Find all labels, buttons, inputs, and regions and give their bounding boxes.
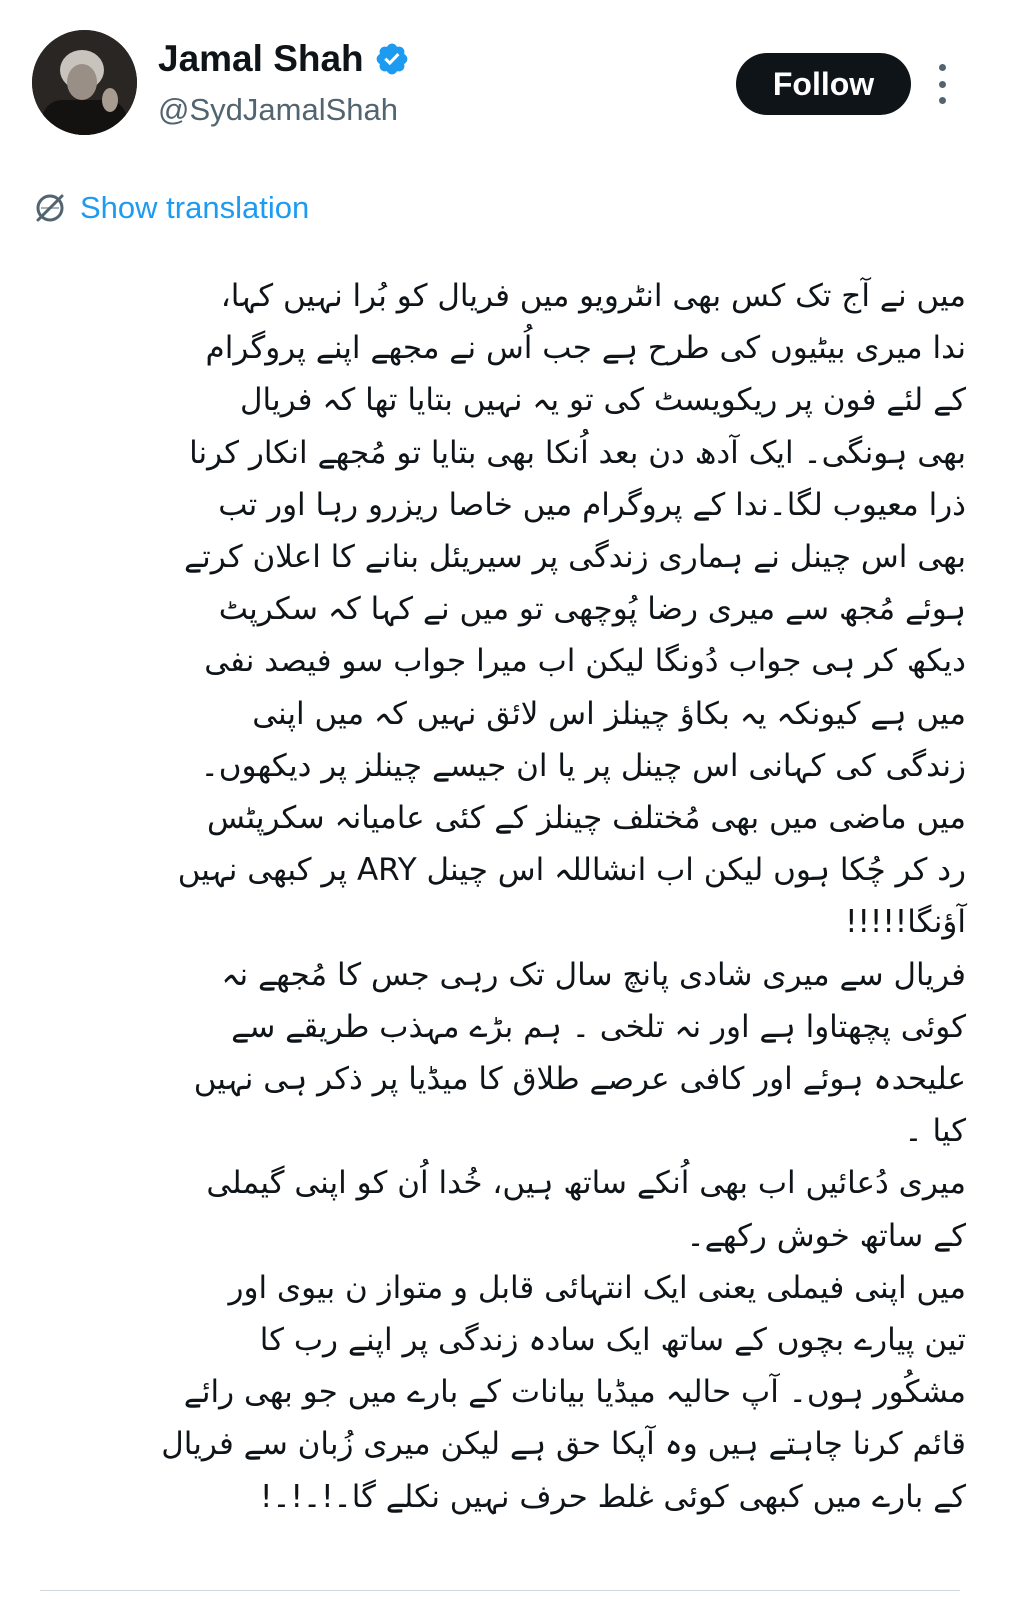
- tweet-line: بھی اس چینل نے ہماری زندگی پر سیریئل بنانے کا اعلان کرتے: [183, 539, 966, 576]
- tweet-line: میں اپنی فیملی یعنی ایک انتہائی قابل و متواز ن بیوی اور: [228, 1269, 966, 1306]
- tweet-line: کیا ۔: [904, 1113, 966, 1150]
- show-translation-label: Show translation: [80, 190, 310, 225]
- display-name[interactable]: Jamal Shah: [158, 38, 364, 79]
- tweet-line: ذرا معیوب لگا۔ندا کے پروگرام میں خاصا ریزرو رہا اور تب: [218, 486, 966, 523]
- globe-icon: [32, 190, 68, 226]
- tweet-line: مشکُور ہوں۔ آپ حالیہ میڈیا بیانات کے بارے میں جو بھی رائے: [183, 1374, 966, 1411]
- tweet-line: کے ساتھ خوش رکھے۔: [686, 1217, 966, 1254]
- tweet-line: کوئی پچھتاوا ہے اور نہ تلخی ۔ ہم بڑے مہذب طریقے سے: [231, 1008, 966, 1045]
- tweet-line: کے بارے میں کبھی کوئی غلط حرف نہیں نکلے گا۔!۔!۔!: [259, 1478, 966, 1515]
- tweet-line: میں ہے کیونکہ یہ بکاؤ چینلز اس لائق نہیں کہ میں اپنی: [252, 695, 966, 732]
- user-handle[interactable]: @SydJamalShah: [158, 92, 398, 127]
- tweet-line: ندا میری بیٹیوں کی طرح ہے جب اُس نے مجھے اپنے پروگرام: [205, 330, 966, 367]
- tweet-header: [0, 0, 1014, 150]
- show-translation-link[interactable]: [32, 190, 309, 226]
- tweet-line: تین پیارے بچوں کے ساتھ ایک سادہ زندگی پر اپنے رب کا: [259, 1322, 966, 1359]
- tweet-line: ہوئے مُجھ سے میری رضا پُوچھی تو میں نے کہا کہ سکرپٹ: [218, 591, 966, 628]
- tweet-line: علیحدہ ہوئے اور کافی عرصے طلاق کا میڈیا پر ذکر ہی نہیں: [193, 1061, 966, 1098]
- tweet-line: میری دُعائیں اب بھی اُنکے ساتھ ہیں، خُدا اُن کو اپنی گیملی: [206, 1165, 966, 1202]
- avatar-image: [32, 30, 137, 135]
- tweet-line: دیکھ کر ہی جواب دُونگا لیکن اب میرا جواب سو فیصد نفی: [204, 643, 966, 680]
- verified-badge-icon: [374, 41, 410, 77]
- tweet-line: قائم کرنا چاہتے ہیں وہ آپکا حق ہے لیکن میری زُبان سے فریال: [161, 1426, 966, 1463]
- tweet-line: فریال سے میری شادی پانچ سال تک رہی جس کا مُجھے نہ: [221, 956, 966, 993]
- bottom-divider: [40, 1590, 960, 1591]
- tweet-line: زندگی کی کہانی اس چینل پر یا ان جیسے چینلز پر دیکھوں۔: [200, 747, 966, 784]
- more-options-icon[interactable]: [930, 64, 954, 104]
- tweet-line: میں نے آج تک کس بھی انٹرویو میں فریال کو بُرا نہیں کہا،: [220, 278, 966, 314]
- tweet-line: میں ماضی میں بھی مُختلف چینلز کے کئی عامیانہ سکرپٹس: [206, 800, 966, 837]
- tweet-line: رد کر چُکا ہوں لیکن اب انشاللہ اس چینل ARY پر کبھی نہیں: [177, 852, 966, 889]
- avatar[interactable]: [32, 30, 137, 135]
- tweet-text: [36, 270, 966, 1523]
- name-row: [158, 38, 410, 80]
- tweet-line: آؤنگا!!!!!: [845, 904, 966, 941]
- tweet-line: بھی ہونگی۔ ایک آدھ دن بعد اُنکا بھی بتایا تو مُجھے انکار کرنا: [189, 434, 966, 471]
- follow-button[interactable]: Follow: [736, 53, 911, 115]
- tweet-line: کے لئے فون پر ریکویسٹ کی تو یہ نہیں بتایا تھا کہ فریال: [239, 382, 966, 419]
